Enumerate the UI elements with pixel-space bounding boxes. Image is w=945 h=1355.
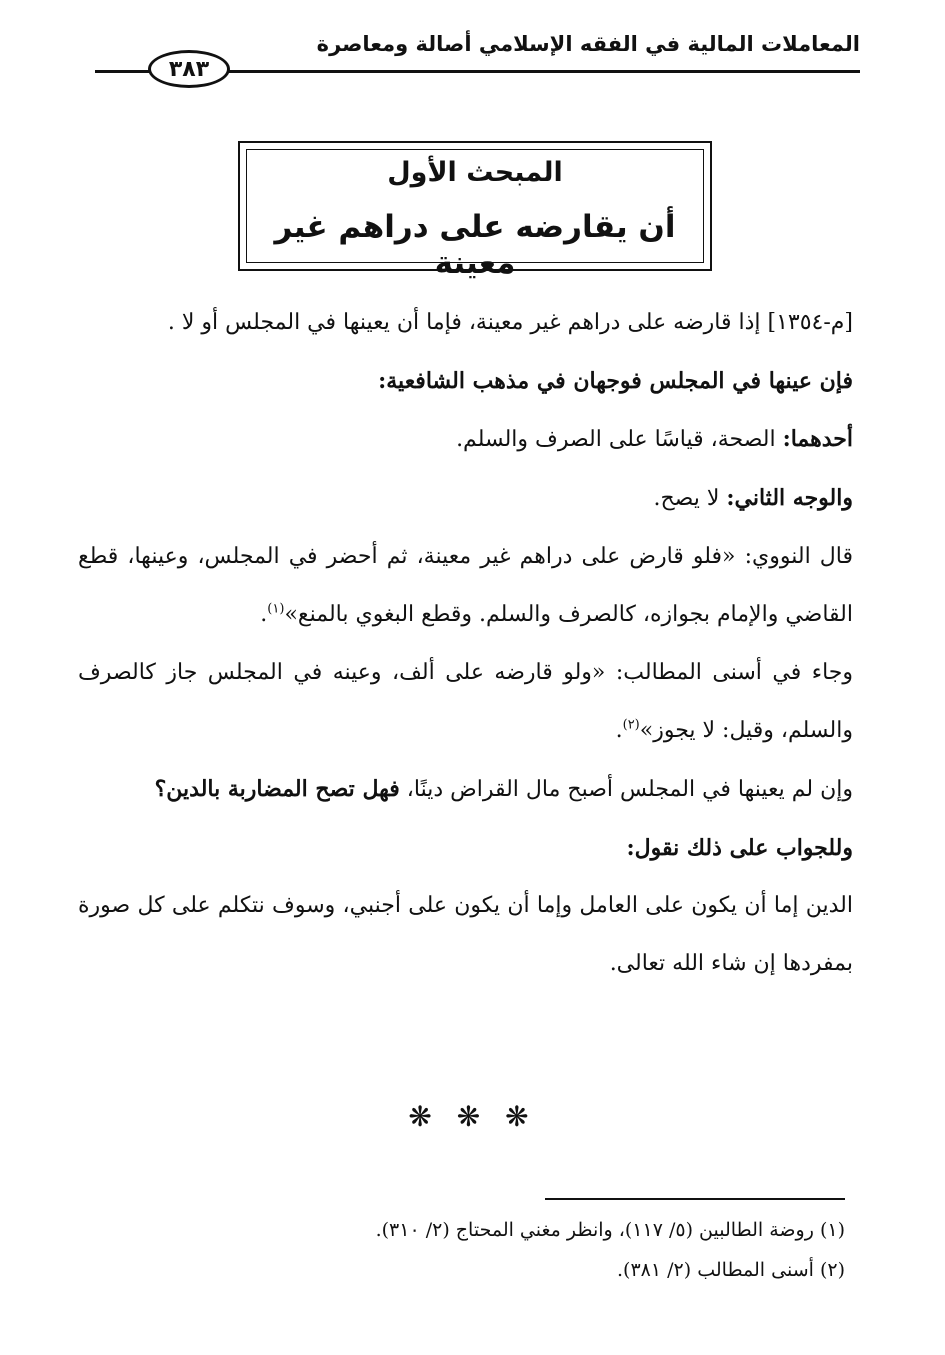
footnote-rule [545,1198,845,1200]
paragraph-5-text: قال النووي: «فلو قارض على دراهم غير معينة، ثم أحضر في المجلس، وعينها، قطع القاضي والإمام بجوازه، كالصرف والسلم. وقطع البغوي بالمنع» [78,544,853,627]
section-heading: المبحث الأول [387,157,563,188]
paragraph-8: وللجواب على ذلك نقول: [626,835,853,861]
paragraph-6-text: وجاء في أسنى المطالب: «ولو قارضه على ألف، وعينه في المجلس جاز كالصرف والسلم، وقيل: لا يجوز» [78,660,853,743]
section-end-ornament: ❋ ❋ ❋ [408,1100,537,1133]
paragraph-1: [م-١٣٥٤] إذا قارضه على دراهم غير معينة، فإما أن يعينها في المجلس أو لا . [167,310,853,335]
paragraph-5-end: . [260,602,268,627]
paragraph-9: الدين إما أن يكون على العامل وإما أن يكون على أجنبي، وسوف نتكلم على كل صورة بمفردها إن شاء الله تعالى. [78,893,853,976]
footnote-ref-2[interactable]: (٢) [622,717,640,733]
footnote-1: (١) روضة الطالبين (٥/ ١١٧)، وانظر مغني المحتاج (٢/ ٣١٠). [375,1219,845,1241]
paragraph-7 [78,760,853,819]
paragraph-4-label: والوجه الثاني: [726,485,853,511]
section-title-frame [238,141,712,281]
paragraph-6 [78,644,853,760]
footnotes [100,1210,845,1290]
footnote-2: (٢) أسنى المطالب (٢/ ٣٨١). [617,1259,845,1281]
page-number: ٣٨٣ [148,50,230,88]
paragraph-5 [78,528,853,644]
paragraph-7-text: وإن لم يعينها في المجلس أصبح مال القراض دينًا، [399,777,853,802]
paragraph-6-end: . [615,718,623,743]
paragraph-4-text: لا يصح. [653,486,727,511]
paragraph-3 [78,410,853,469]
paragraph-3-text: الصحة، قياسًا على الصرف والسلم. [456,427,783,452]
paragraph-3-label: أحدهما: [782,426,853,452]
body-text [78,294,853,993]
footnote-ref-1[interactable]: (١) [267,601,285,617]
section-subheading: أن يقارضه على دراهم غير معينة [274,209,676,281]
running-title: المعاملات المالية في الفقه الإسلامي أصالة ومعاصرة [316,32,860,56]
paragraph-4 [78,469,853,528]
paragraph-7-question: فهل تصح المضاربة بالدين؟ [154,776,400,802]
paragraph-2: فإن عينها في المجلس فوجهان في مذهب الشافعية: [378,368,853,394]
